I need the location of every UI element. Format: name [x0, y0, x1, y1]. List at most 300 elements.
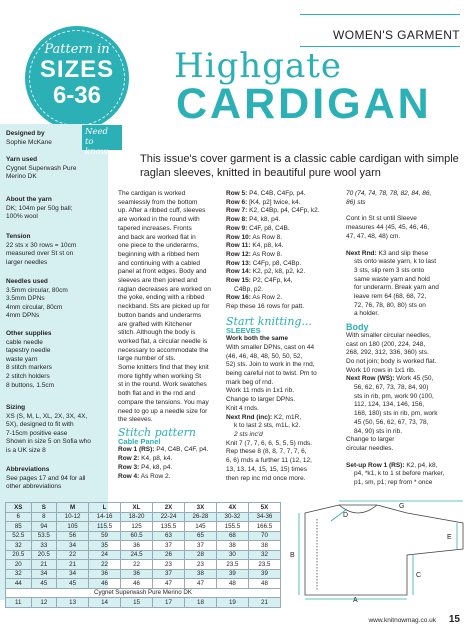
table-cell: 21: [57, 560, 89, 570]
designer-name: Sophie McKane: [6, 139, 52, 146]
size-column-header: XS: [6, 503, 32, 513]
next-rnd: [346, 250, 464, 259]
table-cell: 45: [31, 579, 57, 589]
table-cell: 34: [57, 569, 89, 579]
text-line: 84, 90) sts in rib.: [354, 427, 403, 435]
table-cell: 38: [248, 541, 280, 551]
pattern-row-text: P4, k8, p4.: [141, 463, 173, 471]
sidebar-block-line: is a UK size 8: [6, 446, 46, 454]
pattern-row: [118, 446, 218, 455]
table-cell: 23: [184, 560, 216, 570]
table-cell: 35: [89, 541, 121, 551]
balls-cell: 14: [89, 598, 121, 608]
size-table-header: [6, 503, 281, 513]
pattern-row: [226, 216, 338, 225]
sidebar-block-line: XS (S, M, L, XL, 2X, 3X, 4X,: [6, 412, 88, 420]
balls-cell: 18: [184, 598, 216, 608]
sidebar-block-heading: Yarn used: [6, 156, 38, 163]
pattern-row: [226, 260, 338, 269]
diagram-label-e: E: [447, 534, 452, 541]
diagram-label-b: B: [290, 552, 295, 559]
table-cell: 22: [89, 560, 121, 570]
text-line: a holder.: [354, 310, 379, 318]
setup-row-cont: p4, *k1, k to 1 st before marker,: [354, 470, 445, 478]
table-cell: 105: [57, 522, 89, 532]
setup-row-text: K2, p4, k8,: [406, 461, 438, 469]
sidebar-block-line: Shown in size 5 on Sofia who: [6, 438, 91, 446]
text-line: panel at front edges. Body and: [118, 268, 207, 276]
sidebar-block-heading: Sizing: [6, 404, 26, 411]
size-column-header: 5X: [248, 503, 280, 513]
table-cell: 37: [153, 569, 185, 579]
text-line: 47, 47, 48, 48) cm.: [346, 232, 401, 240]
table-cell: 46: [121, 579, 153, 589]
text-line: 3 sts, slip rem 3 sts onto: [354, 266, 425, 274]
diagram-label-a: A: [353, 597, 358, 603]
text-line: up. After a ribbed cuff, sleeves: [118, 207, 206, 215]
size-column-header: 4X: [216, 503, 248, 513]
pattern-row-text: P4, C4B, C4F, p4.: [156, 446, 209, 454]
table-row: [6, 569, 281, 579]
table-row: [6, 522, 281, 532]
table-cell: 6: [6, 512, 32, 522]
pattern-row-label: Row 12:: [226, 250, 251, 258]
pattern-row: [226, 242, 338, 251]
balls-cell: 15: [121, 598, 153, 608]
table-cell: 32: [6, 569, 32, 579]
text-line: 268, 292, 312, 336, 360) sts.: [346, 349, 429, 357]
sidebar-block-line: 8 stitch markers: [6, 364, 52, 372]
setup-row-label: Set-up Row 1 (RS):: [346, 461, 405, 469]
balls-cell: 19: [216, 598, 248, 608]
sidebar-block-line: 100% wool: [6, 213, 38, 221]
pattern-row-label: Row 10:: [226, 233, 251, 241]
text-line: for underarm. Break yarn and: [354, 284, 439, 292]
size-column-header: S: [31, 503, 57, 513]
text-line: Work 10 rows in 1x1 rib.: [346, 366, 416, 374]
text-line: 13, 13, 14, 15, 15, 15) times: [226, 465, 307, 473]
text-line: Knit 4 rnds.: [226, 404, 259, 412]
yarn-row: [6, 588, 281, 598]
text-line: 72, 76, 78, 80, 80) sts on: [354, 301, 426, 309]
table-cell: 23.5: [248, 560, 280, 570]
sidebar-block-line: Cygnet Superwash Pure: [6, 164, 77, 172]
pattern-row-label: Row 11:: [226, 242, 251, 250]
size-column-header: 3X: [184, 503, 216, 513]
text-line: sts onto waste yarn, k to last: [354, 258, 437, 266]
next-rnd-inc-text: K2, m1R,: [274, 413, 302, 421]
overview-text: [118, 190, 218, 425]
title-line-1: Highgate: [174, 46, 343, 86]
text-line: circular needles.: [346, 444, 394, 452]
text-line: Rep these 8 (8, 8, 7, 7, 7, 6,: [226, 448, 307, 456]
table-cell: 44: [6, 579, 32, 589]
next-row-ws-label: Next Row (WS):: [346, 375, 395, 383]
next-row-ws: [346, 375, 464, 384]
text-line: seamlessly from the bottom: [118, 198, 198, 206]
pattern-row: [118, 473, 218, 482]
sidebar-block-heading: About the yarn: [6, 196, 52, 203]
text-line: same waste yarn and hold: [354, 275, 430, 283]
table-row: [6, 541, 281, 551]
pattern-row-label: Row 1 (RS):: [118, 446, 155, 454]
cable-rows: [118, 446, 218, 481]
balls-cell: 17: [153, 598, 185, 608]
pattern-row: [226, 225, 338, 234]
text-line: large number of sts.: [118, 355, 176, 363]
inc-note: 2 sts inc'd: [234, 430, 263, 438]
table-cell: 70: [248, 531, 280, 541]
sidebar-block-line: Merino DK: [6, 173, 37, 181]
text-line: neckband. Sts are picked up for: [118, 303, 210, 311]
table-cell: 94: [31, 522, 57, 532]
pattern-row: [226, 234, 338, 243]
table-cell: 20.5: [6, 550, 32, 560]
pattern-row-label: Row 16:: [226, 294, 251, 302]
table-cell: 135.5: [153, 522, 185, 532]
pattern-row-label: Row 7:: [226, 207, 248, 215]
table-cell: 23.5: [216, 560, 248, 570]
next-row-ws-text: Work 45 (50,: [396, 375, 434, 383]
repeat-note: Rep these 16 rows for patt.: [226, 303, 305, 311]
stitch-pattern-heading: Stitch pattern: [118, 425, 196, 439]
text-line: 45 (50, 56, 62, 67, 73, 78,: [354, 418, 429, 426]
pattern-row-text: As Row 2.: [252, 294, 282, 302]
table-cell: 30: [216, 550, 248, 560]
table-cell: 166.5: [248, 522, 280, 532]
text-line: mark beg of rnd.: [226, 378, 274, 386]
need-to-know-tab: Need to know...: [82, 125, 122, 150]
pattern-row-text: As Row 8.: [252, 233, 282, 241]
body-text: [346, 332, 464, 376]
diagram-label-g: G: [399, 503, 405, 510]
table-cell: 125: [121, 522, 153, 532]
pattern-row: [226, 199, 338, 208]
pattern-row-text: C4F, p8, C4B.: [249, 224, 290, 232]
table-cell: 53.5: [31, 531, 57, 541]
table-cell: 21: [31, 560, 57, 570]
balls-cell: 12: [31, 598, 57, 608]
sidebar-block: [6, 196, 106, 222]
text-line: (46, 46, 48, 48, 50, 50, 52,: [226, 352, 303, 360]
table-row: [6, 512, 281, 522]
table-cell: 36: [121, 541, 153, 551]
pattern-row: [118, 455, 218, 464]
table-row: [6, 531, 281, 541]
badge-ring: [29, 30, 125, 126]
text-line: leave rem 64 (68, 68, 72,: [354, 293, 427, 301]
text-line: With smaller circular needles,: [346, 331, 431, 339]
sidebar-block-line: 3.5mm circular, 80cm: [6, 286, 68, 294]
pattern-row-text: P2, C4Fp, k4,: [252, 277, 293, 285]
intro-text: This issue's cover garment is a classic cable cardigan with simple raglan sleeves, knitted in beautiful pure wool yarn: [140, 153, 459, 179]
text-line: 112, 124, 134, 146, 156,: [354, 401, 424, 409]
title-line-2: CARDIGAN: [176, 80, 432, 128]
column-2: [226, 190, 338, 483]
sidebar-block-heading: Abbreviations: [6, 466, 50, 473]
pattern-row: [118, 464, 218, 473]
cable-rows-cont: [226, 190, 338, 303]
sidebar-block-line: 8 buttons, 1.5cm: [6, 381, 55, 389]
table-cell: 115.5: [89, 522, 121, 532]
text-line: 168, 180) sts in rib, pm, work: [354, 410, 438, 418]
balls-cell: 11: [6, 598, 32, 608]
text-line: measures 44 (45, 45, 46, 46,: [346, 224, 430, 232]
table-cell: 32: [248, 550, 280, 560]
setup-row: [346, 462, 464, 471]
sidebar-block: [6, 330, 106, 390]
column-3: [346, 190, 464, 488]
text-line: stitch. Although the body is: [118, 329, 196, 337]
setup-row-cont-2: p1, sm, p1; rep from * once: [354, 479, 433, 487]
work-both-heading: Work both the same: [226, 335, 289, 343]
table-cell: 47: [184, 579, 216, 589]
table-cell: 34: [31, 569, 57, 579]
sidebar-block: [6, 156, 106, 182]
designed-by-label: Designed by: [6, 130, 45, 137]
table-cell: 34: [57, 541, 89, 551]
page-number: 15: [448, 614, 460, 625]
table-cell: 14-16: [89, 512, 121, 522]
sidebar-block-line: cable needle: [6, 338, 43, 346]
text-line: beginning with a ribbed hem: [118, 250, 200, 258]
sleeves-text: [226, 344, 338, 414]
pattern-row-text: As Row 8.: [252, 250, 282, 258]
sidebar-block-heading: Tension: [6, 233, 31, 240]
text-line: 56, 62, 67, 73, 78, 84, 90): [354, 384, 429, 392]
sidebar-block: [6, 466, 106, 492]
table-cell: 85: [6, 522, 32, 532]
pattern-row-label: Row 9:: [226, 224, 248, 232]
next-rnd-inc-label: Next Rnd (inc):: [226, 413, 273, 421]
table-cell: 32: [6, 541, 32, 551]
text-line: are worked in the round with: [118, 216, 200, 224]
table-cell: 24: [89, 550, 121, 560]
sidebar-block-line: 7-15cm positive ease: [6, 429, 68, 437]
text-line: the yoke, ending with a ribbed: [118, 294, 205, 302]
diagram-label-c: C: [416, 572, 422, 579]
pattern-row-text: As Row 2.: [140, 472, 171, 480]
text-line: cast on 180 (200, 224, 248,: [346, 340, 426, 348]
pattern-row: [226, 268, 338, 277]
yarn-cell: Cygnet Superwash Pure Merino DK: [6, 588, 281, 598]
text-line: raglan decreases are worked on: [118, 285, 211, 293]
text-line: both flat and in the rnd and: [118, 390, 196, 398]
balls-cell: 21: [248, 598, 280, 608]
text-line: Some knitters find that they knit: [118, 364, 209, 372]
text-line: 52) sts. Join to work in the rnd,: [226, 361, 315, 369]
table-cell: 22: [121, 560, 153, 570]
table-cell: 36: [89, 569, 121, 579]
pattern-row-text: K4, p8, k4.: [252, 242, 284, 250]
pattern-row: [226, 190, 338, 199]
table-cell: 22: [57, 550, 89, 560]
table-cell: 60.5: [121, 531, 153, 541]
table-cell: 33: [31, 541, 57, 551]
text-line: tapered increases. Fronts: [118, 224, 192, 232]
sidebar-block-line: 22 sts x 30 rows = 10cm: [6, 241, 77, 249]
pattern-row: [226, 286, 338, 295]
category-label: WOMEN'S GARMENT: [333, 28, 460, 42]
start-knitting-heading: Start knitting...: [226, 314, 312, 328]
table-cell: 52.5: [6, 531, 32, 541]
text-line: st in the round. Work swatches: [118, 381, 207, 389]
sidebar-block-line: waste yarn: [6, 355, 38, 363]
text-line: more tightly when working St: [118, 372, 202, 380]
text-line: necessary to accommodate the: [118, 346, 209, 354]
size-column-header: XL: [121, 503, 153, 513]
stitch-count: [346, 190, 464, 207]
designer-credit: [6, 129, 82, 147]
size-table: [5, 502, 281, 608]
table-cell: 28: [184, 550, 216, 560]
table-row: [6, 560, 281, 570]
sleeves-heading: SLEEVES: [226, 325, 261, 335]
badge-line-2: SIZES: [39, 56, 115, 83]
text-line: 6, 6) rnds a further 11 (12, 12,: [226, 457, 312, 465]
text-line: 70 (74, 74, 78, 78, 82, 84, 86,: [346, 190, 432, 197]
sidebar-block-line: 2 stitch holders: [6, 372, 50, 380]
table-cell: 145: [184, 522, 216, 532]
text-line: the sleeves.: [118, 416, 153, 424]
text-line: The cardigan is worked: [118, 190, 186, 197]
pattern-row-label: Row 5:: [226, 190, 248, 197]
sidebar-block-line: 5X), designed to fit with: [6, 421, 74, 429]
text-line: With smaller DPNs, cast on 44: [226, 343, 315, 351]
size-column-header: 2X: [153, 503, 185, 513]
table-cell: 34-36: [248, 512, 280, 522]
pattern-row-text: C4Bp, p2.: [234, 285, 263, 293]
text-line: Cont in St st until Sleeve: [346, 215, 417, 223]
table-cell: 48: [216, 579, 248, 589]
table-cell: 26: [153, 550, 185, 560]
text-line: and back are worked flat in: [118, 233, 196, 241]
sidebar-block-heading: Other supplies: [6, 330, 52, 337]
table-cell: 20: [6, 560, 32, 570]
table-cell: 47: [153, 579, 185, 589]
badge-line-1: Pattern in: [44, 42, 110, 57]
column-1: [118, 190, 218, 481]
balls-row: [6, 598, 281, 608]
table-cell: 26-28: [184, 512, 216, 522]
table-cell: 30-32: [216, 512, 248, 522]
text-line: sleeves are then joined and: [118, 277, 198, 285]
pattern-row-label: Row 4:: [118, 472, 140, 480]
next-row-ws-cont: [346, 384, 464, 436]
pattern-row-text: [K4, p2] twice, k4.: [249, 198, 301, 206]
sidebar-block: [6, 233, 106, 267]
pattern-row-label: Row 3:: [118, 463, 140, 471]
sidebar-block-line: other abbreviations: [6, 483, 62, 491]
table-cell: 46: [89, 579, 121, 589]
table-cell: 10-12: [57, 512, 89, 522]
table-cell: 56: [57, 531, 89, 541]
text-line: compare the tensions. You may: [118, 398, 209, 406]
table-cell: 37: [153, 541, 185, 551]
table-cell: 8: [31, 512, 57, 522]
text-line: Change to larger DPNs.: [226, 396, 296, 404]
text-line: Work 11 rnds in 1x1 rib.: [226, 387, 295, 395]
sidebar-block-line: larger needles: [6, 258, 48, 266]
size-column-header: L: [89, 503, 121, 513]
sidebar-block: [6, 404, 106, 456]
table-cell: 23: [153, 560, 185, 570]
table-cell: 65: [184, 531, 216, 541]
text-line: sts in rib, pm, work 90 (100,: [354, 392, 434, 400]
pattern-row-label: Row 2:: [118, 455, 140, 463]
text-line: one piece to the underarms,: [118, 242, 199, 250]
sidebar-block-line: 4mm circular, 80cm: [6, 303, 63, 311]
text-line: and continuing with a cabled: [118, 259, 201, 267]
table-cell: 68: [216, 531, 248, 541]
pattern-row: [226, 207, 338, 216]
next-rnd-inc-cont: k to last 2 sts, m1L, k2.: [234, 422, 301, 430]
table-cell: 20.5: [31, 550, 57, 560]
text-line: 86) sts: [346, 198, 366, 206]
pattern-row-text: P4, k8, p4.: [249, 216, 281, 224]
table-row: [6, 550, 281, 560]
pattern-row-label: Row 15:: [226, 277, 251, 285]
table-cell: 24.5: [121, 550, 153, 560]
text-line: button bands and underarms: [118, 311, 202, 319]
table-cell: 36: [121, 569, 153, 579]
pattern-row-label: Row 8:: [226, 216, 248, 224]
pattern-row-text: K2, p2, k8, p2, k2.: [252, 268, 306, 276]
table-cell: 18-20: [121, 512, 153, 522]
sidebar-block-line: measured over St st on: [6, 250, 74, 258]
text-line: Change to larger: [346, 436, 395, 444]
sidebar-block: [6, 278, 106, 321]
pattern-row: [226, 277, 338, 286]
next-rnd-inc: [226, 414, 338, 423]
table-cell: 63: [153, 531, 185, 541]
sidebar-block-heading: Needles used: [6, 278, 48, 285]
pattern-row-text: K4, p8, k4.: [141, 455, 173, 463]
balls-cell: 13: [57, 598, 89, 608]
schematic-diagram: [287, 499, 467, 603]
footer-url: www.knitnowmag.co.uk: [368, 617, 436, 624]
pattern-row: [226, 251, 338, 260]
next-rnd-text: K3 and slip these: [378, 249, 429, 257]
top-rule: [300, 14, 460, 15]
text-line: are grafted with Kitchener: [118, 320, 193, 328]
sidebar-block-line: 3.5mm DPNs: [6, 295, 45, 303]
table-cell: 155.5: [216, 522, 248, 532]
table-cell: 48: [248, 579, 280, 589]
table-cell: 39: [216, 569, 248, 579]
table-cell: 38: [184, 569, 216, 579]
size-column-header: M: [57, 503, 89, 513]
next-rnd-label: Next Rnd:: [346, 249, 377, 257]
pattern-row-text: C4Fp, p8, C4Bp.: [252, 259, 302, 267]
pattern-row-label: Row 13:: [226, 259, 251, 267]
sidebar-block-line: tapestry needle: [6, 347, 51, 355]
next-rnd-cont: [346, 258, 464, 319]
text-line: worked flat, a circular needle is: [118, 337, 208, 345]
diagram-label-d: D: [343, 512, 349, 519]
pattern-row-label: Row 14:: [226, 268, 251, 276]
change-needles-text: [346, 436, 464, 453]
table-cell: 39: [248, 569, 280, 579]
table-cell: 22-24: [153, 512, 185, 522]
text-line: Do not join; body is worked flat.: [346, 357, 437, 365]
pattern-row: [226, 294, 338, 303]
table-row: [6, 579, 281, 589]
text-line: Knit 7 (7, 7, 6, 6, 5, 5, 5) rnds.: [226, 439, 312, 447]
sleeves-text-2: [226, 440, 338, 484]
badge-line-3: 6-36: [52, 82, 102, 109]
sleeve-measure-text: [346, 215, 464, 241]
